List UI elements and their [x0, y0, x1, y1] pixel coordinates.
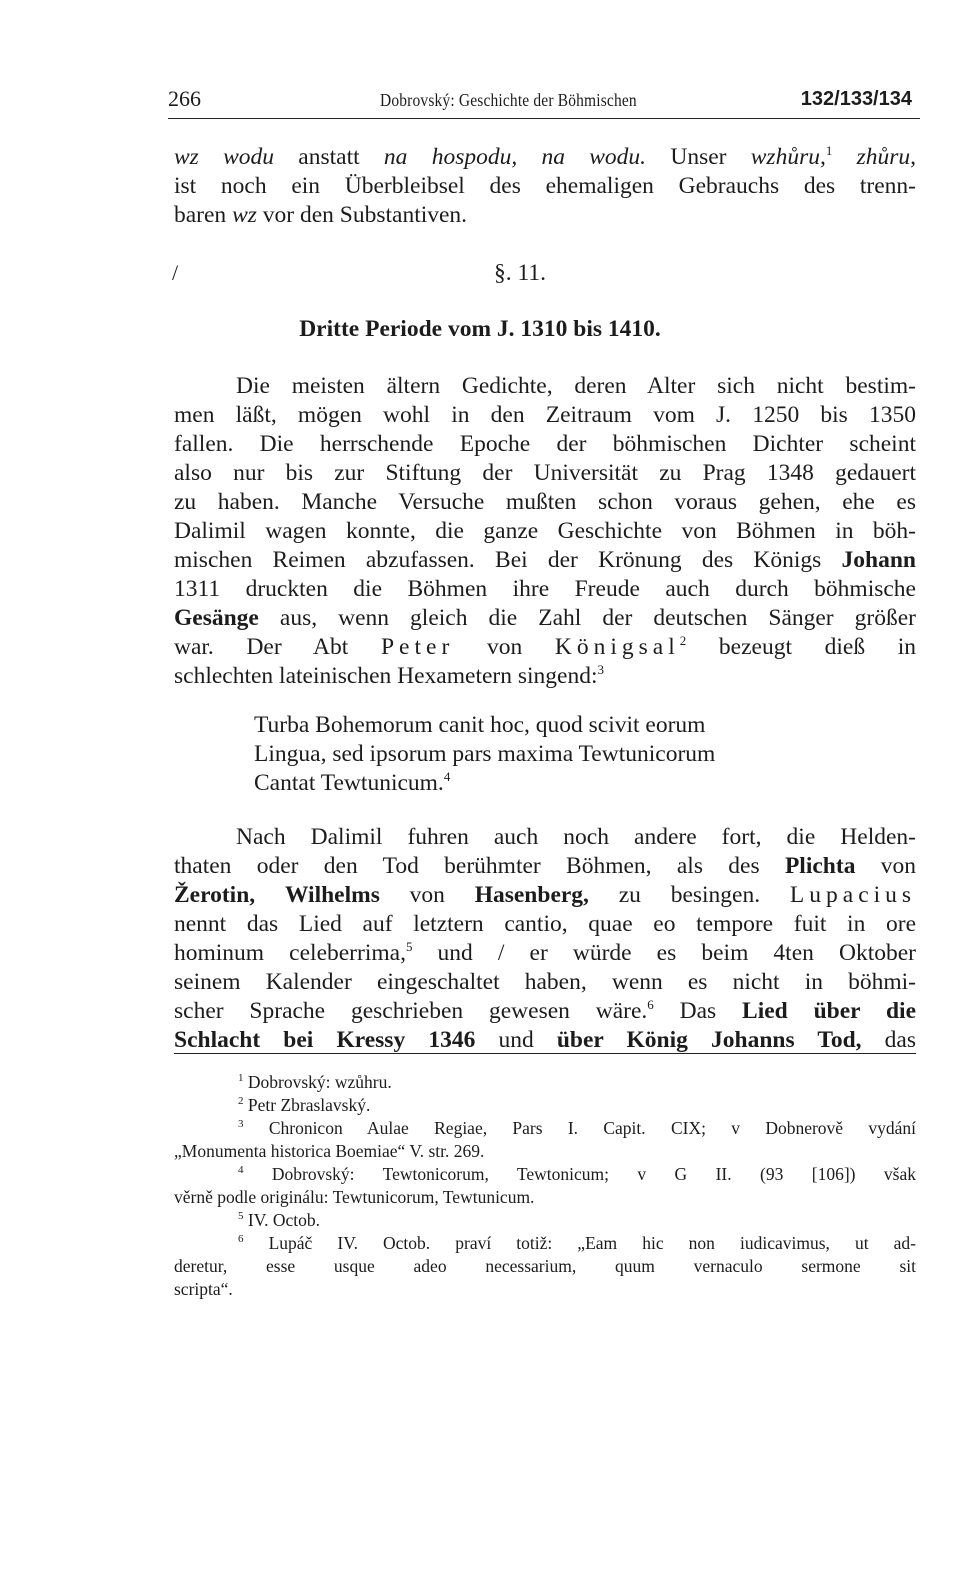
footnote-cont: deretur, esse usque adeo necessarium, quum vernaculo sermone sit	[174, 1256, 916, 1276]
text-line: mischen Reimen abzufassen. Bei der Krönung des Königs Johann	[174, 547, 916, 573]
footnote-ref: 6	[647, 997, 654, 1013]
running-header	[168, 84, 920, 119]
footnote: $^1$ Dobrovský: wzůhru.	[238, 1072, 392, 1092]
footnote-ref: 3	[597, 662, 604, 678]
text-line: war. Der Abt Peter von Königsal$^2$ bezeugt dieß in	[174, 633, 917, 660]
footnote-cont: věrně podle originálu: Tewtunicorum, Tewtunicum.	[174, 1187, 535, 1207]
footnote-cont: „Monumenta historica Boemiae“ V. str. 269.	[174, 1141, 485, 1161]
text-line: also nur bis zur Stiftung der Universität zu Prag 1348 gedauert	[174, 460, 916, 486]
running-title: Dobrovský: Geschichte der Böhmischen	[380, 90, 637, 110]
verse-line: Lingua, sed ipsorum pars maxima Tewtunicorum	[254, 741, 716, 767]
footnote: $^6$ Lupáč IV. Octob. praví totiž: „Eam hic non iudicavimus, ut ad-	[238, 1233, 917, 1253]
footnote: $^3$ Chronicon Aulae Regiae, Pars I. Capit. CIX; v Dobnerově vydání	[238, 1118, 917, 1138]
text-line: Schlacht bei Kressy 1346 und über König Johanns Tod, das	[174, 1027, 916, 1053]
text-line: men läßt, mögen wohl in den Zeitraum vom J. 1250 bis 1350	[174, 402, 916, 428]
text-line: thaten oder den Tod berühmter Böhmen, als des Plichta von	[174, 853, 917, 879]
text-line: fallen. Die herrschende Epoche der böhmischen Dichter scheint	[174, 431, 916, 457]
original-page-refs: 132/133/134	[800, 88, 912, 110]
page-number: 266	[168, 86, 201, 111]
footnote: $^5$ IV. Octob.	[238, 1210, 320, 1230]
footnote-ref: 1	[825, 143, 833, 159]
footnote: $^4$ Dobrovský: Tewtonicorum, Tewtonicum; v G II. (93 [106]) však	[238, 1164, 916, 1184]
footnote-cont: scripta“.	[174, 1279, 233, 1299]
text-line: seinem Kalender eingeschaltet haben, wenn es nicht in böhmi-	[174, 969, 916, 995]
text-line: wz wodu anstatt na hospodu, na wodu. Unser wzhůru,$^1$ zhůru,	[174, 143, 917, 170]
text-line: Die meisten ältern Gedichte, deren Alter sich nicht bestim-	[236, 373, 916, 399]
footnote-ref: 2	[679, 633, 687, 649]
text-line: nennt das Lied auf letztern cantio, quae eo tempore fuit in ore	[174, 911, 916, 937]
text-line: zu haben. Manche Versuche mußten schon voraus gehen, ehe es	[174, 489, 916, 515]
footnote-ref: 5	[405, 939, 413, 955]
section-number: §. 11.	[494, 260, 547, 286]
text-line: Gesänge aus, wenn gleich die Zahl der deutschen Sänger größer	[174, 605, 916, 631]
verse-line: Turba Bohemorum canit hoc, quod scivit eorum	[254, 712, 706, 738]
text-line: baren wz vor den Substantiven.	[174, 202, 468, 228]
text-line: scher Sprache geschrieben gewesen wäre.$^6$ Das Lied über die	[174, 997, 917, 1024]
text-line: 1311 druckten die Böhmen ihre Freude auch durch böhmische	[174, 576, 916, 602]
text-line: Nach Dalimil fuhren auch noch andere fort, die Helden-	[236, 824, 916, 850]
section-title: Dritte Periode vom J. 1310 bis 1410.	[299, 316, 661, 342]
margin-mark: /	[172, 260, 179, 285]
text-line: schlechten lateinischen Hexametern singend:$^3$	[174, 662, 604, 689]
footnote-ref: 4	[443, 769, 451, 785]
footnote-rule	[174, 1053, 916, 1054]
verse-line: Cantat Tewtunicum.$^4$	[254, 769, 451, 796]
text-line: hominum celeberrima,$^5$ und / er würde es beim 4ten Oktober	[174, 939, 916, 966]
text-line: ist noch ein Überbleibsel des ehemaligen Gebrauchs des trenn-	[174, 173, 916, 199]
footnote: $^2$ Petr Zbraslavský.	[238, 1095, 371, 1115]
text-line: Žerotin, Wilhelms von Hasenberg, zu besingen. Lupacius	[174, 882, 917, 908]
text-line: Dalimil wagen konnte, die ganze Geschichte von Böhmen in böh-	[174, 518, 916, 544]
